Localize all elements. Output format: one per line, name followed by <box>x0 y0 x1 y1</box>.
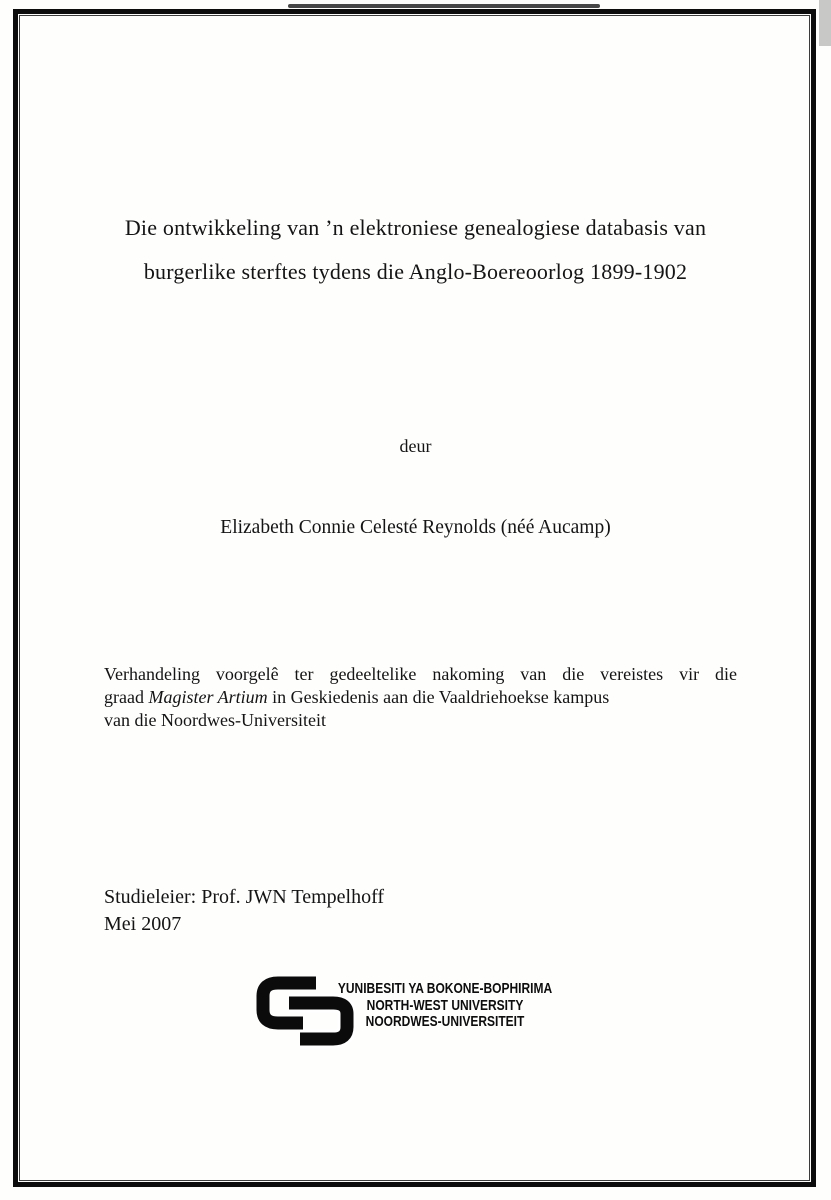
degree-statement-line2 <box>104 686 737 709</box>
thesis-title <box>48 206 783 294</box>
thesis-title-line2: burgerlike sterftes tydens die Anglo-Boereoorlog 1899-1902 <box>143 259 688 284</box>
thesis-title-line1: Die ontwikkeling van ’n elektroniese genealogiese databasis van <box>124 215 707 240</box>
logo-text-afrikaans: NOORDWES-UNIVERSITEIT <box>365 1013 525 1031</box>
degree-statement-line1: Verhandeling voorgelê ter gedeeltelike nakoming van die vereistes vir die <box>104 664 737 684</box>
degree-statement-line2-suffix: in Geskiedenis aan die Vaaldriehoekse kampus <box>267 687 610 708</box>
degree-name-italic: Magister Artium <box>148 687 268 708</box>
degree-statement-line3: van die Noordwes-Universiteit <box>104 710 326 731</box>
degree-statement-line2-prefix: graad <box>104 687 149 708</box>
date-line: Mei 2007 <box>104 913 182 935</box>
university-logo-text <box>317 981 573 1031</box>
logo-text-english: NORTH-WEST UNIVERSITY <box>366 996 524 1014</box>
degree-statement <box>104 663 737 733</box>
author-name: Elizabeth Connie Celesté Reynolds (néé Aucamp) <box>220 517 611 538</box>
logo-text-setswana: YUNIBESITI YA BOKONE-BOPHIRIMA <box>337 980 553 997</box>
scan-artifact <box>288 4 600 8</box>
supervisor-block <box>104 884 384 938</box>
scan-artifact <box>819 0 831 46</box>
supervisor-line: Studieleier: Prof. JWN Tempelhoff <box>104 886 385 908</box>
byline-label: deur <box>399 436 432 456</box>
